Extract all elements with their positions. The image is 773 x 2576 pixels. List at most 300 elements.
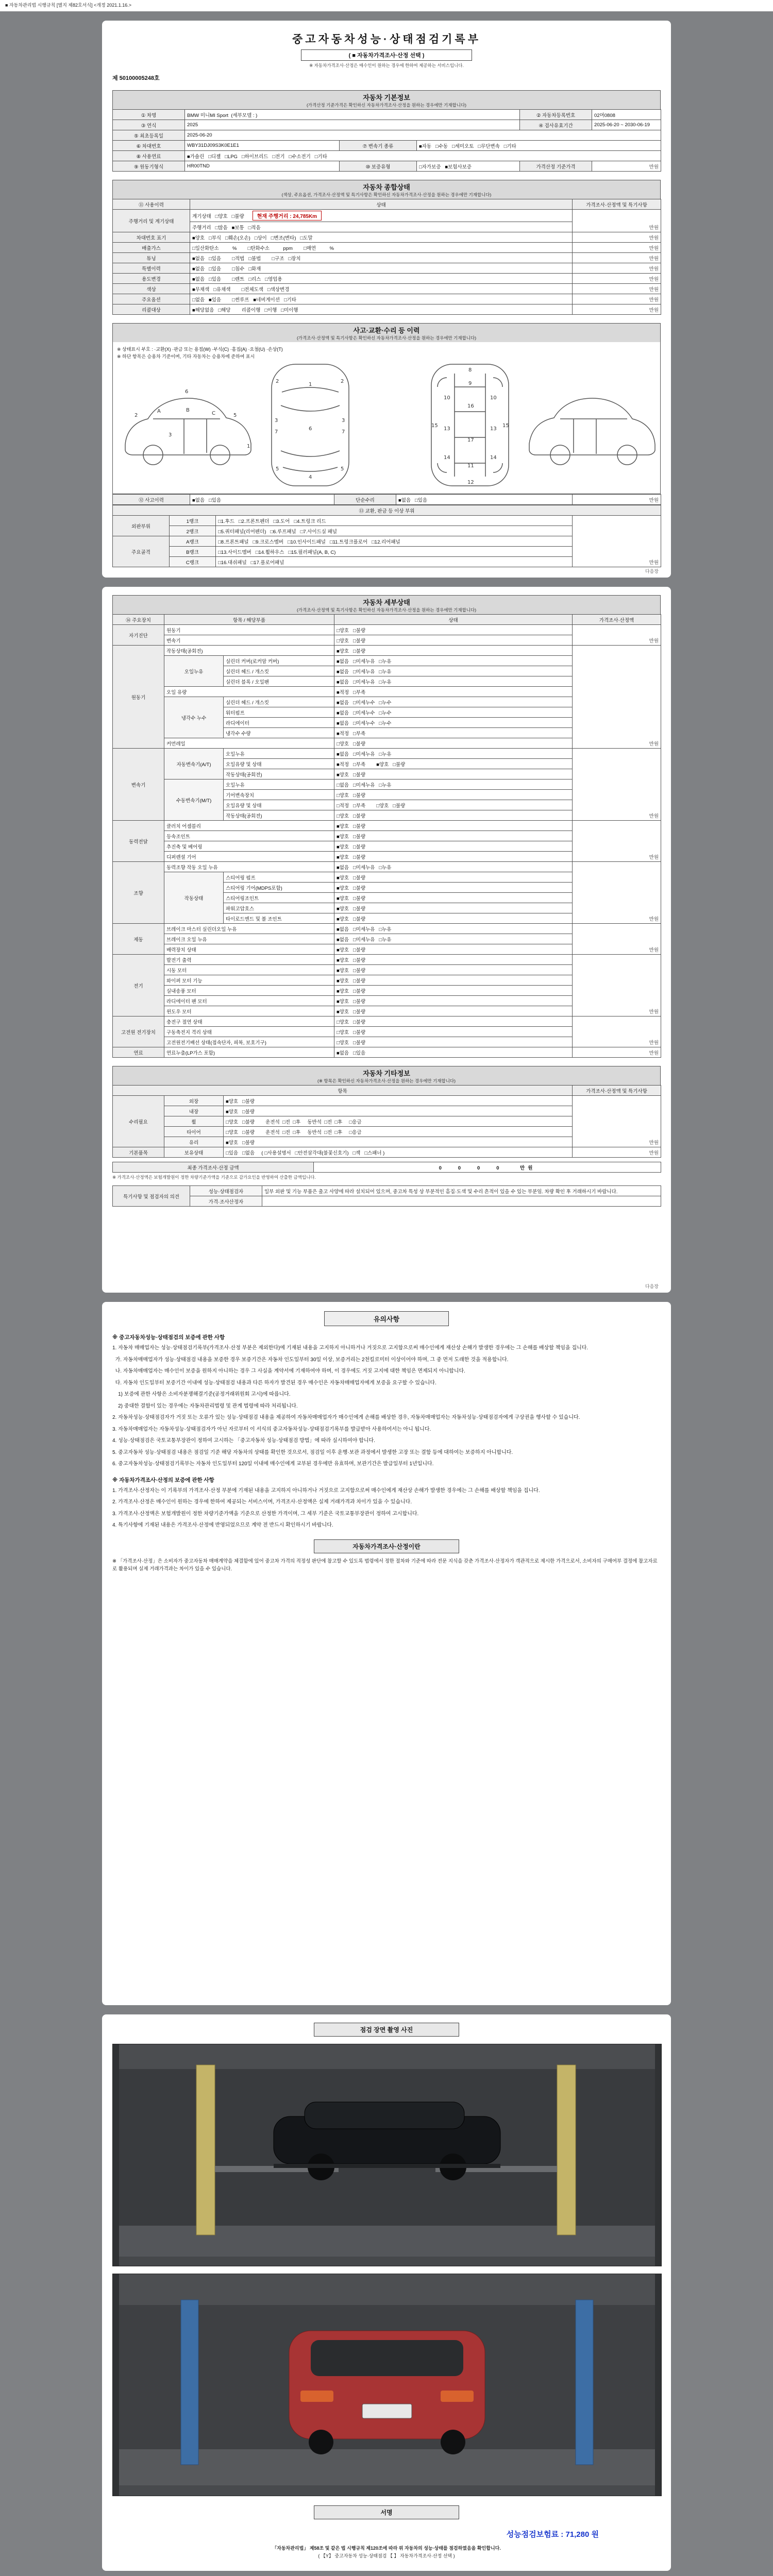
etc-info-table <box>112 1085 661 1158</box>
notice-paragraph: 4. 특기사항에 기재된 내용은 가격조사·산정에 반영되었으므로 계약 전 반드시 확인하시기 바랍니다. <box>112 1522 333 1528</box>
form-cell: 윈도우 모터 <box>164 1006 334 1016</box>
notice-title: 유의사항 <box>324 1311 449 1326</box>
form-cell: 만원 <box>573 253 661 263</box>
svg-text:5: 5 <box>233 413 237 418</box>
form-cell: 오일누유 <box>224 749 334 759</box>
panel-notice <box>102 1302 671 2005</box>
form-cell: 가격산정 기준가격 <box>520 161 592 172</box>
section-note: (가격조사·산정액 및 특기사항은 확인하신 자동차가격조사·산정을 원하는 경우에만 기재합니다) <box>296 335 477 341</box>
form-cell: ⑦ 변속기 종류 <box>340 141 417 151</box>
pricing-info-text: ※ 「가격조사·산정」은 소비자가 중고자동차 매매계약을 체결함에 있어 중고차 가격의 적정성 판단에 참고할 수 있도록 법령에서 정한 절차와 기준에 따라 전문 지식을 갖춘 가격조사·산정자가 객관적으로 제시한 가격으로서, 소비자의 구매여부 결정에 참고자료로 활용되며 실제 거래가격과는 차이가 있을 수 있습니다. <box>112 1558 658 1572</box>
form-cell: 디퍼렌셜 기어 <box>164 852 334 862</box>
form-cell: ① 차명 <box>113 110 185 120</box>
form-cell: ③ 연식 <box>113 120 185 130</box>
form-cell: 주요골격 <box>113 536 170 567</box>
form-cell: ■양호 □불량 <box>224 1096 573 1106</box>
form-cell: 스티어링 기어(MDPS포함) <box>224 883 334 893</box>
form-cell: ■양호 □불량 <box>334 883 573 893</box>
form-cell: 수리필요 <box>113 1096 164 1147</box>
basic-info-table-grid <box>112 109 661 172</box>
section-note: (※ 항목은 확인하신 자동차가격조사·산정을 원하는 경우에만 기재합니다) <box>317 1078 456 1083</box>
form-cell: ■없음 □미세누유 □누유 <box>334 749 573 759</box>
form-cell: ■양호 □불량 <box>334 646 573 656</box>
form-cell: WBY31DJ09S3K0E1E1 <box>185 141 340 151</box>
form-cell: 외장 <box>164 1096 224 1106</box>
form-cell: C랭크 <box>170 557 216 567</box>
accident-history-table <box>112 494 661 505</box>
car-top-view <box>272 364 349 486</box>
form-cell: 차대번호 표기 <box>113 232 190 243</box>
form-cell: □자가보증 ■보험사보증 <box>417 161 520 172</box>
form-cell: 발전기 출력 <box>164 955 334 965</box>
svg-text:3: 3 <box>342 418 345 423</box>
form-cell: 2랭크 <box>170 526 216 536</box>
form-cell: ■양호 □불량 <box>334 821 573 831</box>
form-cell: 작동상태(공회전) <box>224 810 334 821</box>
inspection-insurance-fee: 성능점검보험료 : 71,280 원 <box>506 2530 599 2539</box>
svg-text:15: 15 <box>502 423 509 429</box>
form-cell: 만원 <box>573 284 661 294</box>
form-cell: 전기 <box>113 955 164 1016</box>
form-cell: ■양호 □불량 <box>334 996 573 1006</box>
form-cell: ■없음 □미세누수 □누수 <box>334 707 573 718</box>
svg-text:15: 15 <box>431 423 438 429</box>
form-cell: ■없음 □있음 <box>190 495 334 505</box>
form-cell: ■양호 □불량 <box>334 872 573 883</box>
form-cell: 주요옵션 <box>113 294 190 304</box>
form-cell: 단순수리 <box>334 495 396 505</box>
section-title: 자동차 기본정보 <box>363 94 410 101</box>
notice-paragraph: 1. 자동차 매매업자는 성능·상태점검기록부(가격조사·산정 부분은 제외한다)에 기재된 내용을 고지하지 아니하거나 거짓으로 고지함으로써 매수인에게 재산상 손해가 발생한 경우에는 그 손해를 배상할 책임을 집니다. <box>112 1345 589 1351</box>
form-cell: ■해당없음 □해당 리콜이행 □이행 □미이행 <box>190 304 573 315</box>
section-title: 자동차 기타정보 <box>363 1070 410 1077</box>
svg-text:1: 1 <box>309 382 312 387</box>
form-cell: 라디에이터 팬 모터 <box>164 996 334 1006</box>
notice-paragraph: 2) 중대한 결함이 있는 경우에는 자동차관리법령 및 관계 법령에 따라 처리됩니다. <box>112 1403 298 1409</box>
section-title: 자동차 종합상태 <box>363 183 410 191</box>
notice-paragraph: 2. 자동차성능·상태점검자가 거짓 또는 오류가 있는 성능·상태점검 내용을 제공하여 자동차매매업자가 매수인에게 손해를 배상한 경우, 자동차매매업자는 자동차성능·상태점검자에게 구상권을 행사할 수 있습니다. <box>112 1415 580 1420</box>
form-cell: ■무채색 □유채색 □전체도색 □색상변경 <box>190 284 573 294</box>
final-price-table <box>112 1162 661 1173</box>
form-cell: 오일누유 <box>164 656 224 687</box>
form-cell: ■없음 □미세누유 □누유 <box>334 934 573 944</box>
section-detail-state <box>112 595 661 614</box>
form-cell: 02머0808 <box>592 110 661 120</box>
form-cell: □일산화탄소 % □탄화수소 ppm □매연 % <box>190 243 573 253</box>
sign-statement-line: 「자동차관리법」 제58조 및 같은 법 시행규칙 제120조에 따라 위 자동차의 성능·상태를 점검하였음을 확인합니다. <box>272 2546 501 2551</box>
form-cell: ■자동 □수동 □세미오토 □무단변속 □기타 <box>417 141 661 151</box>
panel-detail-state <box>102 587 671 1293</box>
form-cell: 작동상태(공회전) <box>164 646 334 656</box>
form-cell: 클러치 어셈블리 <box>164 821 334 831</box>
form-cell: 가격조사·산정액 <box>573 615 661 625</box>
form-cell: ■없음 □미세누유 □누유 <box>334 676 573 687</box>
form-cell: 상태 <box>334 615 573 625</box>
form-cell: 일부 외판 및 기능 부품은 출고 사양에 따라 설치되어 있으며, 중고차 특성 상 부분적인 흠집·도색 및 수리 흔적이 있을 수 있는 부분임. 차량 확인 후 거래하시기 바랍니다. <box>262 1186 661 1196</box>
svg-text:14: 14 <box>444 455 450 461</box>
form-cell: 만원 <box>573 263 661 274</box>
form-cell: 구동축전지 격리 상태 <box>164 1027 334 1037</box>
form-cell: 기어변속장치 <box>224 790 334 800</box>
form-cell: 유리 <box>164 1137 224 1147</box>
notice-paragraph: 1) 보증에 관한 사항은 소비자분쟁해결기준(공정거래위원회 고시)에 따릅니다. <box>112 1392 291 1397</box>
inspection-photo-lift-rear <box>112 2274 662 2496</box>
form-title: 중고자동차성능·상태점검기록부 <box>292 33 481 45</box>
form-cell: ■없음 □미세누유 □누유 <box>334 656 573 666</box>
document-number: 제 50100005248호 <box>112 75 160 81</box>
exchange-repair-parts-table <box>112 505 661 567</box>
next-page-link[interactable]: 다음장 <box>645 569 659 574</box>
form-cell: 실내송풍 모터 <box>164 986 334 996</box>
form-cell: □양호 □불량 <box>334 625 573 635</box>
form-cell: 만원 <box>573 1147 661 1158</box>
svg-text:12: 12 <box>467 480 474 485</box>
form-cell: 원동기 <box>164 625 334 635</box>
notice-paragraph: 6. 중고자동차성능·상태점검기록부는 자동차 인도일부터 120일 이내에 매수인에게 교부된 경우에만 유효하며, 보관기간은 발급일부터 1년입니다. <box>112 1461 434 1467</box>
form-cell: 만원 <box>573 1096 661 1147</box>
form-cell: 만원 <box>573 232 661 243</box>
sign-title: 서명 <box>314 2505 459 2519</box>
form-cell: ■적정 □부족 <box>334 728 573 738</box>
form-cell: 실린더 헤드 / 개스킷 <box>224 666 334 676</box>
form-cell: 만원 <box>573 862 661 924</box>
notice-list-2 <box>112 1487 661 1530</box>
form-cell: ⑫ 사고이력 <box>113 495 190 505</box>
form-cell: ⑨ 원동기형식 <box>113 161 185 172</box>
form-cell: 0 0 0 0 만원 <box>314 1162 661 1173</box>
svg-text:B: B <box>186 408 190 413</box>
section-overall-state <box>112 180 661 199</box>
form-cell: 만원 <box>573 294 661 304</box>
form-cell: ⑤ 최초등록일 <box>113 130 185 141</box>
svg-text:17: 17 <box>467 437 474 443</box>
form-cell: □양호 □불량 <box>334 790 573 800</box>
svg-text:2: 2 <box>135 413 138 418</box>
basic-info-table <box>112 109 661 172</box>
form-cell: 만원 <box>573 210 661 232</box>
form-cell: 제동 <box>113 924 164 955</box>
form-cell: 만원 <box>573 924 661 955</box>
form-cell: 특별이력 <box>113 263 190 274</box>
form-cell: 만원 <box>592 161 661 172</box>
form-cell: 냉각수 수량 <box>224 728 334 738</box>
car-damage-diagram-area <box>112 342 661 494</box>
form-cell: 만원 <box>573 1016 661 1047</box>
svg-text:14: 14 <box>490 455 497 461</box>
svg-text:7: 7 <box>275 429 278 435</box>
form-cell: □양호 □불량 <box>334 635 573 646</box>
next-page-link[interactable]: 다음장 <box>645 1284 659 1289</box>
legal-reference: ■ 자동차관리법 시행규칙 [별지 제82호서식] <개정 2021.1.16.> <box>0 0 773 11</box>
form-cell: 충전구 절연 상태 <box>164 1016 334 1027</box>
svg-text:2: 2 <box>276 379 279 384</box>
form-cell: 가격·조사산정자 <box>190 1196 262 1207</box>
form-cell: 2025 <box>185 120 520 130</box>
form-cell: ■양호 □불량 <box>334 852 573 862</box>
form-cell: ④ 검사유효기간 <box>520 120 592 130</box>
car-side-view-left <box>125 389 251 465</box>
form-cell: 조향 <box>113 862 164 924</box>
form-cell: ■양호 □불량 <box>334 831 573 841</box>
form-cell: □양호 □불량 <box>334 738 573 749</box>
form-cell: 항목 <box>113 1086 573 1096</box>
form-cell: ⑭ 주요장치 <box>113 615 164 625</box>
form-cell: ■없음 □미세누수 □누수 <box>334 697 573 707</box>
form-cell: 보유상태 <box>164 1147 224 1158</box>
car-bottom-view <box>431 364 509 486</box>
svg-text:6: 6 <box>309 426 312 432</box>
form-cell: 작동상태 <box>164 872 224 924</box>
form-cell: ■없음 □미세누유 □누유 <box>334 666 573 676</box>
form-cell: □1.후드 □2.프론트펜더 □3.도어 □4.트렁크 리드 <box>216 516 573 526</box>
panel-photos-sign <box>102 2014 671 2571</box>
form-cell: 주행거리 □많음 ■보통 □적음 <box>190 222 573 232</box>
form-cell: 오일유량 및 상태 <box>224 759 334 769</box>
form-cell: 타이어 <box>164 1127 224 1137</box>
section-title: 사고·교환·수리 등 이력 <box>353 327 420 334</box>
form-cell: 계기상태 □양호 □불량 현재 주행거리 : 24,785Km <box>190 210 573 222</box>
form-cell: ■없음 □미세누수 □누수 <box>334 718 573 728</box>
form-cell <box>262 1196 661 1207</box>
form-cell: 스티어링 펌프 <box>224 872 334 883</box>
notice-paragraph: 4. 성능·상태점검은 국토교통부장관이 정하여 고시하는 「중고자동차 성능·상태점검 방법」에 따라 실시하여야 합니다. <box>112 1438 375 1444</box>
form-cell: 만원 <box>573 821 661 862</box>
form-cell: 와이퍼 모터 기능 <box>164 975 334 986</box>
form-cell: □적정 □부족 □양호 □불량 <box>334 800 573 810</box>
damage-code-legend-2: ※ 하단 항목은 승용차 기준이며, 기타 자동차는 승용차에 준하여 표시 <box>117 354 255 359</box>
form-cell: 1랭크 <box>170 516 216 526</box>
form-cell: □양호 □불량 운전석 □전 □후 동반석 □전 □후 □응급 <box>224 1116 573 1127</box>
form-cell: ■양호 □불량 <box>334 975 573 986</box>
page <box>0 21 773 2576</box>
form-cell: ■없음 □있음 □적법 □불법 □구조 □장치 <box>190 253 573 263</box>
form-cell: □양호 □불량 <box>334 810 573 821</box>
form-cell: HR00TND <box>185 161 340 172</box>
form-cell: ■양호 □불량 <box>224 1106 573 1116</box>
form-cell: ⑪ 사용이력 <box>113 199 190 210</box>
svg-text:7: 7 <box>342 429 345 435</box>
form-cell: 라디에이터 <box>224 718 334 728</box>
form-cell: 브레이크 마스터 실린더오일 누유 <box>164 924 334 934</box>
form-cell: 특기사항 및 점검자의 의견 <box>113 1186 190 1207</box>
form-cell: ■양호 □불량 <box>334 903 573 913</box>
form-cell: ■양호 □불량 <box>334 893 573 903</box>
section-etc-info <box>112 1066 661 1085</box>
form-cell: □양호 □불량 <box>334 1027 573 1037</box>
notice-paragraph: 5. 중고자동차 성능·상태점검 내용은 점검일 기준 해당 자동차의 상태를 확인한 것으로서, 점검일 이후 운행·보관 과정에서 발생한 고장 또는 결함 등에 대하여는 보증하지 아니합니다. <box>112 1449 513 1455</box>
form-cell: ■없음 □있음 <box>334 1047 573 1058</box>
form-cell: □8.프론트패널 □9.크로스멤버 □10.인사이드패널 □11.트렁크플로어 □12.리어패널 <box>216 536 573 547</box>
form-cell: ■없음 □미세누유 □누유 <box>334 924 573 934</box>
form-cell: 용도변경 <box>113 274 190 284</box>
form-cell: 배력장치 상태 <box>164 944 334 955</box>
notice-paragraph: 가. 자동차매매업자가 성능·상태점검 내용을 보증한 경우 보증기간은 자동차 인도일부터 30일 이상, 보증거리는 2천킬로미터 이상이어야 하며, 그 중 먼저 도래한 것을 적용합니다. <box>112 1357 509 1363</box>
form-cell: ■양호 □불량 <box>334 965 573 975</box>
form-cell: 고전원 전기장치 <box>113 1016 164 1047</box>
form-cell: 가격조사·산정액 및 특기사항 <box>573 1086 661 1096</box>
form-cell: ■없음 □있음 □렌트 □리스 □영업용 <box>190 274 573 284</box>
form-cell: 연료 <box>113 1047 164 1058</box>
form-cell: 만원 <box>573 955 661 1016</box>
form-cell: 워터펌프 <box>224 707 334 718</box>
form-cell: 냉각수 누수 <box>164 697 224 738</box>
form-cell: 외판부위 <box>113 516 170 536</box>
form-cell: ■없음 □있음 □침수 □화재 <box>190 263 573 274</box>
svg-text:8: 8 <box>468 367 472 373</box>
form-cell: ⑥ 차대번호 <box>113 141 185 151</box>
svg-text:C: C <box>212 411 215 416</box>
form-cell: 2025-06-20 <box>185 130 661 141</box>
form-cell: □양호 □불량 <box>334 1016 573 1027</box>
current-mileage-box: 현재 주행거리 : 24,785Km <box>253 211 322 221</box>
form-cell: 상태 <box>190 199 573 210</box>
form-cell: 성능·상태점검자 <box>190 1186 262 1196</box>
form-cell: 타이로드엔드 및 볼 조인트 <box>224 913 334 924</box>
form-cell: ■양호 □불량 <box>334 1006 573 1016</box>
notice-list-1 <box>112 1344 661 1469</box>
section-accident-history <box>112 323 661 342</box>
form-cell: □없음 □미세누유 □누유 <box>334 779 573 790</box>
svg-text:5: 5 <box>341 466 344 472</box>
form-cell: ■적정 □부족 ■양호 □불량 <box>334 759 573 769</box>
svg-text:3: 3 <box>169 432 172 438</box>
form-cell: A랭크 <box>170 536 216 547</box>
form-cell: ■양호 □불량 <box>334 986 573 996</box>
form-cell: 실린더 커버(로커암 커버) <box>224 656 334 666</box>
form-cell: 자동변속기(A/T) <box>164 749 224 779</box>
form-cell: ■양호 □불량 <box>334 841 573 852</box>
form-cell: 만원 <box>573 495 661 505</box>
form-cell: 연료누출(LP가스 포함) <box>164 1047 334 1058</box>
form-cell: 오일 유량 <box>164 687 334 697</box>
form-cell: ■양호 □불량 <box>224 1137 573 1147</box>
form-cell: 커먼레일 <box>164 738 334 749</box>
form-cell: ⑧ 사용연료 <box>113 151 185 161</box>
final-price-table-grid <box>112 1162 661 1173</box>
photos-title: 점검 장면 촬영 사진 <box>314 2023 459 2037</box>
form-cell: □16.대쉬패널 □17.플로어패널 <box>216 557 573 567</box>
form-cell: 고전원전기배선 상태(접속단자, 피복, 보호기구) <box>164 1037 334 1047</box>
form-cell: □5.쿼터패널(리어펜더) □6.루프패널 □7.사이드실 패널 <box>216 526 573 536</box>
form-cell: 변속기 <box>164 635 334 646</box>
form-cell: ■양호 □부식 □훼손(오손) □상이 □변조(변타) □도말 <box>190 232 573 243</box>
notice-subheading-1: ※ 중고자동차성능·상태점검의 보증에 관한 사항 <box>112 1334 225 1341</box>
form-cell: 실린더 블록 / 오일팬 <box>224 676 334 687</box>
inspector-opinion-table-grid <box>112 1185 661 1207</box>
form-cell: 오일유량 및 상태 <box>224 800 334 810</box>
form-cell: 오일누유 <box>224 779 334 790</box>
notice-paragraph: 2. 가격조사·산정은 매수인이 원하는 경우에 한하여 제공되는 서비스이며, 가격조사·산정액은 실제 거래가격과 차이가 있을 수 있습니다. <box>112 1499 412 1505</box>
red-car-rear <box>289 2331 485 2454</box>
sign-option-line: ( 【Y】 중고자동차 성능·상태점검 【 】 자동차가격조사·산정 선택 ) <box>318 2553 455 2559</box>
form-cell: 주행거리 및 계기상태 <box>113 210 190 232</box>
form-cell: 자기진단 <box>113 625 164 646</box>
form-cell: 기본품목 <box>113 1147 164 1158</box>
section-basic-info <box>112 90 661 109</box>
notice-paragraph: 3. 가격조사·산정액은 보험개발원이 정한 차량기준가액을 기준으로 산정한 가격이며, 그 세부 기준은 국토교통부장관이 정하여 고시합니다. <box>112 1511 419 1517</box>
form-cell: □양호 □불량 <box>334 1037 573 1047</box>
pricing-info-title: 자동차가격조사·산정이란 <box>314 1539 459 1553</box>
svg-text:13: 13 <box>444 426 450 432</box>
panel-main-info <box>102 21 671 578</box>
section-title: 자동차 세부상태 <box>363 599 410 606</box>
notice-paragraph: 1. 가격조사·산정자는 이 기록부의 가격조사·산정 부분에 기재된 내용을 고지하지 아니하거나 거짓으로 고지함으로써 매수인에게 재산상 손해가 발생한 경우에는 그 손해를 배상할 책임을 집니다. <box>112 1487 540 1494</box>
detail-state-table-grid <box>112 614 661 1058</box>
form-cell: ■양호 □불량 <box>334 944 573 955</box>
form-cell: □없음 ■있음 □썬루프 ■네비게이션 □기타 <box>190 294 573 304</box>
overall-state-table-grid <box>112 199 661 315</box>
form-cell: 등속조인트 <box>164 831 334 841</box>
form-cell: ■적정 □부족 <box>334 687 573 697</box>
form-cell: ■없음 □있음 <box>396 495 573 505</box>
form-cell: 배출가스 <box>113 243 190 253</box>
svg-text:4: 4 <box>309 474 312 480</box>
form-cell: 만원 <box>573 243 661 253</box>
form-cell: 만원 <box>573 274 661 284</box>
svg-text:3: 3 <box>275 418 278 423</box>
car-damage-diagram <box>117 360 663 490</box>
form-cell: 리콜대상 <box>113 304 190 315</box>
section-note: (색상, 주요옵션, 가격조사·산정액 및 특기사항은 확인하신 자동차가격조사·산정을 원하는 경우에만 기재합니다) <box>281 192 492 197</box>
notice-subheading-2: ※ 자동차가격조사·산정의 보증에 관한 사항 <box>112 1477 214 1483</box>
form-cell: 원동기 <box>113 646 164 749</box>
form-cell: 파워고압호스 <box>224 903 334 913</box>
notice-paragraph: 나. 자동차매매업자는 매수인이 보증을 원하지 아니하는 경우 그 사실을 계약서에 기재하여야 하며, 이 경우에도 거짓 고지에 대한 책임은 면제되지 아니합니다. <box>112 1368 465 1374</box>
overall-state-table <box>112 199 661 315</box>
form-cell: 만원 <box>573 646 661 749</box>
svg-text:2: 2 <box>341 379 344 384</box>
svg-text:A: A <box>157 409 161 414</box>
form-note: ※ 자동차가격조사·산정은 매수인이 원하는 경우에 한하여 제공하는 서비스입니다. <box>309 63 464 68</box>
form-cell: 변속기 <box>113 749 164 821</box>
form-cell: □있음 □없음 ( □사용설명서 □안전삼각대(불꽃신호기) □잭 □스패너 ) <box>224 1147 573 1158</box>
svg-text:10: 10 <box>490 395 497 401</box>
form-cell: 브레이크 오일 누유 <box>164 934 334 944</box>
form-cell: BMW 미니MI Sport (세부모델 : ) <box>185 110 520 120</box>
form-cell: 스티어링조인트 <box>224 893 334 903</box>
svg-text:11: 11 <box>467 463 474 469</box>
damage-code-legend: ※ 상태표시 부호 : ·교환(X) ·판금 또는 용접(W) ·부식(C) ·흠집(A) ·요철(U) ·손상(T) <box>117 347 283 352</box>
final-price-note: ※ 가격조사·산정액은 보험개발원이 정한 차량기준가액을 기준으로 감가요인을 반영하여 산출한 금액입니다. <box>112 1175 316 1180</box>
form-cell: 동력조향 작동 오일 누유 <box>164 862 334 872</box>
svg-text:16: 16 <box>467 403 474 409</box>
detail-state-table <box>112 614 661 1058</box>
form-cell: 색상 <box>113 284 190 294</box>
form-cell: ② 자동차등록번호 <box>520 110 592 120</box>
form-cell: □13.사이드멤버 □14.휠하우스 □15.필러패널(A, B, C) <box>216 547 573 557</box>
form-cell: B랭크 <box>170 547 216 557</box>
form-cell: 만원 <box>573 304 661 315</box>
section-note: (가격조사·산정액 및 특기사항은 확인하신 자동차가격조사·산정을 원하는 경우에만 기재합니다) <box>296 607 477 613</box>
svg-text:13: 13 <box>490 426 497 432</box>
form-cell: ■없음 □미세누유 □누유 <box>334 862 573 872</box>
form-cell: 만원 <box>573 625 661 646</box>
svg-text:9: 9 <box>468 381 472 386</box>
form-cell: □양호 □불량 운전석 □전 □후 동반석 □전 □후 □응급 <box>224 1127 573 1137</box>
price-survey-option-box: ( ■ 자동차가격조사·산정 선택 ) <box>301 49 472 61</box>
form-cell: 만원 <box>573 1047 661 1058</box>
inspection-photo-lift-front <box>112 2044 662 2266</box>
form-cell: 동력전달 <box>113 821 164 862</box>
svg-text:5: 5 <box>276 466 279 472</box>
form-cell: ■양호 □불량 <box>334 913 573 924</box>
form-cell: ■가솔린 □디젤 □LPG □하이브리드 □전기 □수소전기 □기타 <box>185 151 661 161</box>
form-cell: ■양호 □불량 <box>334 769 573 779</box>
notice-paragraph: 다. 자동차 인도일부터 보증기간 이내에 성능·상태점검 내용과 다른 하자가 발견된 경우 매수인은 자동차매매업자에게 보증을 요구할 수 있습니다. <box>112 1380 436 1386</box>
form-cell: 2025-06-20 ~ 2030-06-19 <box>592 120 661 130</box>
svg-text:10: 10 <box>444 395 450 401</box>
form-cell: 가격조사·산정액 및 특기사항 <box>573 199 661 210</box>
